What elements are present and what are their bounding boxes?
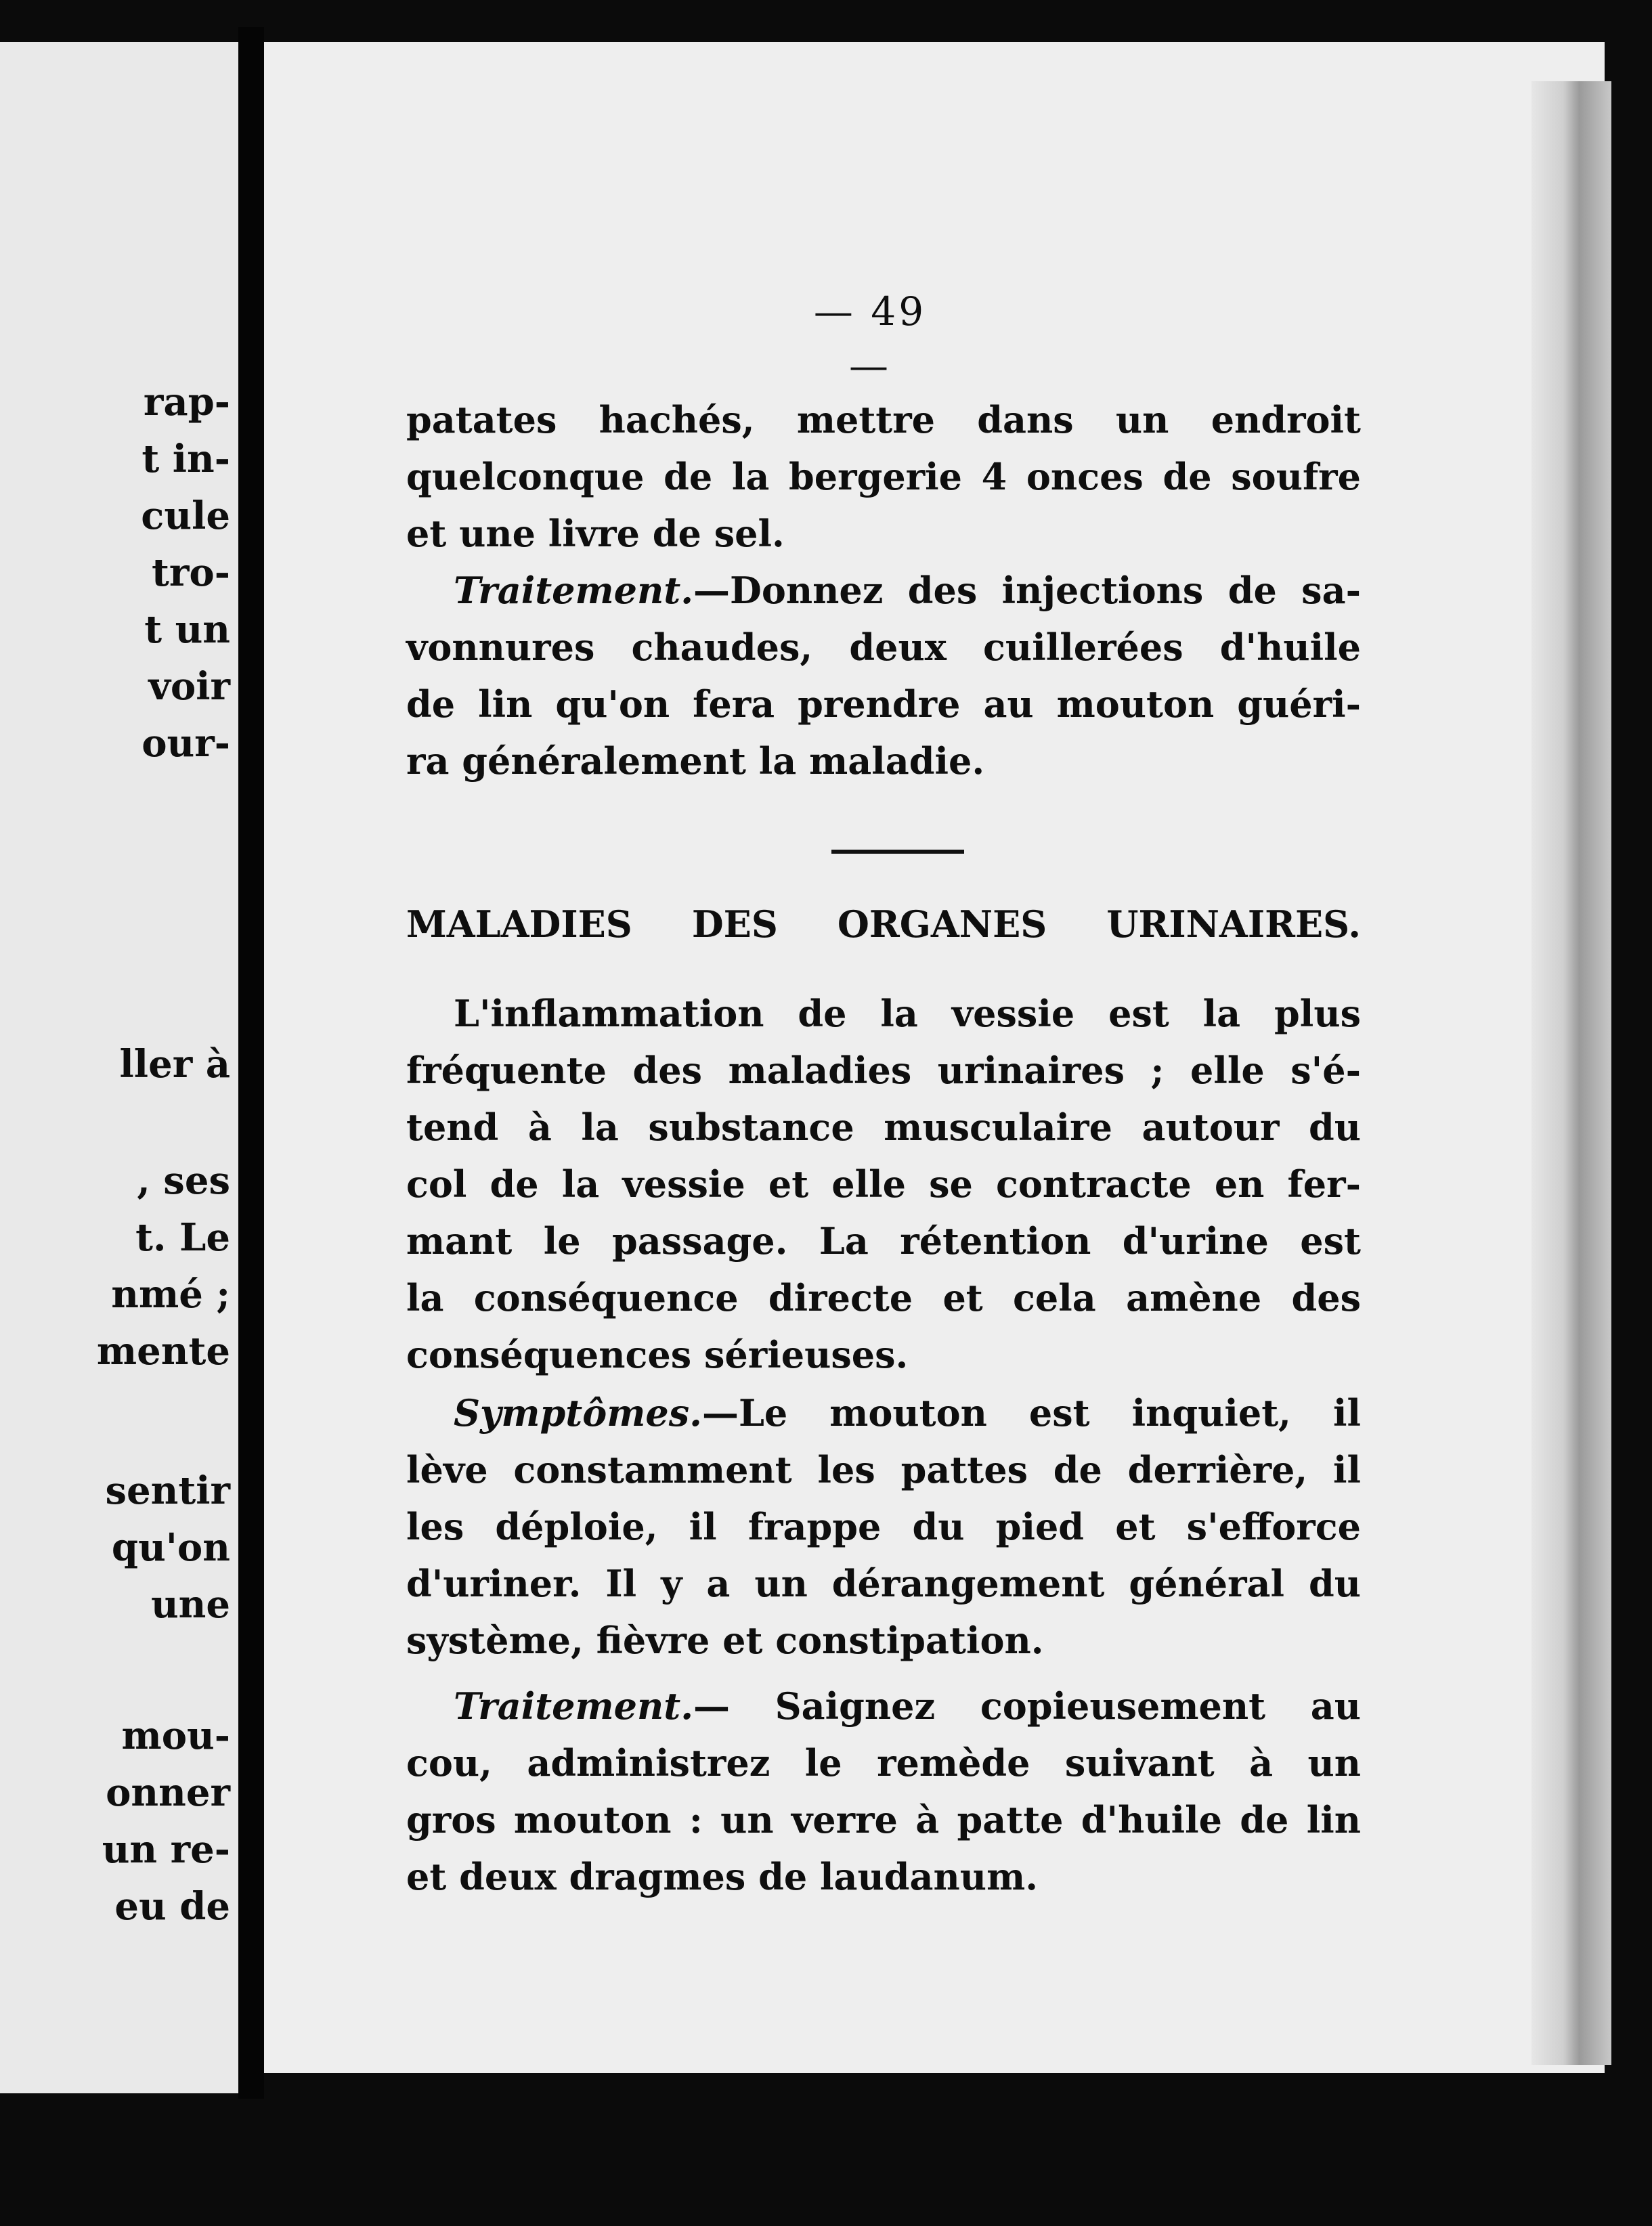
text-line: de lin qu'on fera prendre au mouton guéri- <box>406 682 1361 726</box>
book-gutter <box>238 27 264 2099</box>
section-divider <box>831 850 964 854</box>
left-fragment: onner <box>106 1770 230 1815</box>
left-fragment: t in- <box>142 437 230 481</box>
text-span: — Saignez copieusement au <box>693 1684 1361 1728</box>
left-fragment: un re- <box>102 1827 230 1872</box>
left-fragment: voir <box>148 664 230 709</box>
left-fragment: sentir <box>105 1468 230 1513</box>
paragraph-lead: Symptômes. <box>454 1391 702 1435</box>
text-line: patates hachés, mettre dans un endroit <box>406 398 1361 441</box>
text-line: mant le passage. La rétention d'urine est <box>406 1219 1361 1263</box>
left-fragment: cule <box>141 494 230 538</box>
left-fragment: , ses <box>137 1158 230 1203</box>
left-fragment: une <box>150 1582 230 1627</box>
left-page <box>0 42 238 2093</box>
text-line: gros mouton : un verre à patte d'huile de lin <box>406 1798 1361 1841</box>
left-fragment: our- <box>142 721 230 766</box>
left-fragment: ller à <box>119 1042 230 1087</box>
text-line: et deux dragmes de laudanum. <box>406 1855 1039 1898</box>
left-fragment: rap- <box>143 380 230 424</box>
section-heading: MALADIES DES ORGANES URINAIRES. <box>406 902 1361 946</box>
text-line: et une livre de sel. <box>406 512 785 555</box>
left-fragment: t. Le <box>135 1215 230 1260</box>
paragraph-lead: Traitement. <box>454 569 694 612</box>
paragraph-lead: Traitement. <box>454 1684 694 1728</box>
text-line: tend à la substance musculaire autour du <box>406 1106 1361 1149</box>
text-line: cou, administrez le remède suivant à un <box>406 1741 1361 1785</box>
left-fragment: nmé ; <box>111 1272 230 1317</box>
text-line: la conséquence directe et cela amène des <box>406 1276 1361 1319</box>
left-fragment: eu de <box>114 1884 230 1929</box>
text-line: système, fièvre et constipation. <box>406 1619 1044 1662</box>
text-line: les déploie, il frappe du pied et s'efforce <box>406 1505 1361 1548</box>
text-line: col de la vessie et elle se contracte en fer- <box>406 1162 1361 1206</box>
text-line: lève constamment les pattes de derrière, il <box>406 1448 1361 1491</box>
page-number: — 49 — <box>813 288 927 389</box>
text-line: quelconque de la bergerie 4 onces de soufre <box>406 455 1361 498</box>
text-line: conséquences sérieuses. <box>406 1333 909 1376</box>
text-line: vonnures chaudes, deux cuillerées d'huile <box>406 626 1361 669</box>
text-line <box>454 1678 1361 1734</box>
text-line <box>454 1384 1361 1441</box>
text-span: —Le mouton est inquiet, il <box>701 1391 1361 1435</box>
text-line <box>454 562 1361 619</box>
text-line: L'inflammation de la vessie est la plus <box>454 992 1361 1035</box>
page-edge <box>1531 81 1611 2065</box>
left-fragment: qu'on <box>111 1525 230 1570</box>
text-line: ra généralement la maladie. <box>406 739 985 783</box>
left-fragment: t un <box>144 607 230 652</box>
left-fragment: mente <box>96 1329 230 1374</box>
left-fragment: mou- <box>121 1714 230 1758</box>
text-line: d'uriner. Il y a un dérangement général du <box>406 1562 1361 1605</box>
text-span: —Donnez des injections de sa- <box>693 569 1361 612</box>
text-line: fréquente des maladies urinaires ; elle s'é- <box>406 1049 1361 1092</box>
left-fragment: tro- <box>152 550 230 595</box>
